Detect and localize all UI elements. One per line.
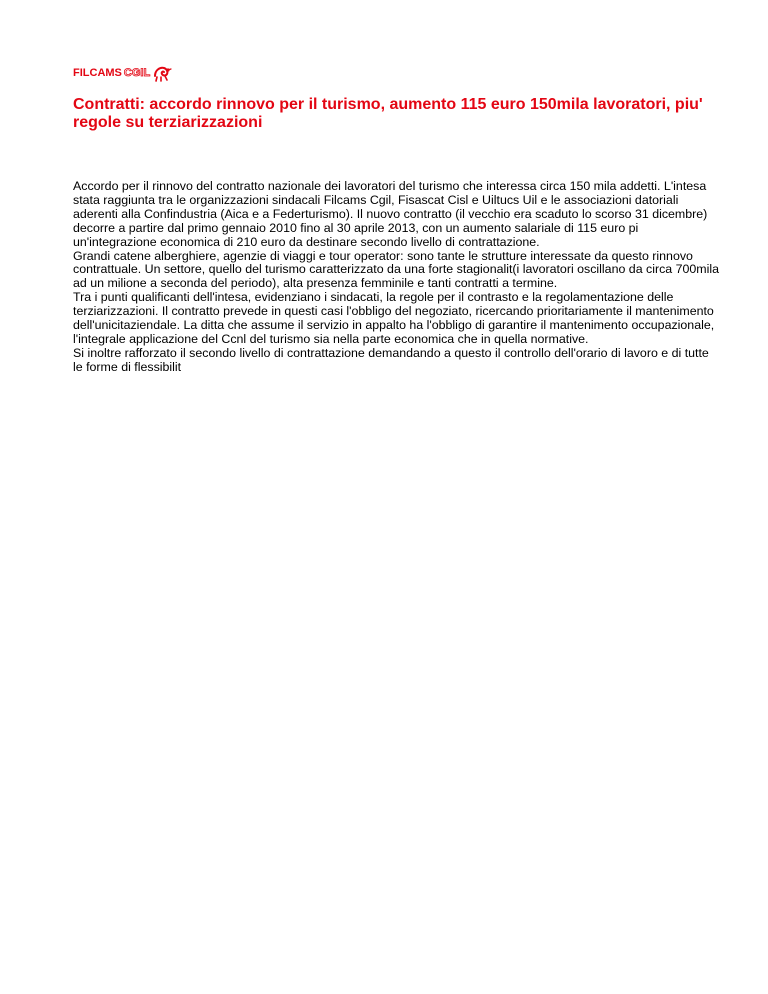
logo-cgil-text: CGIL — [123, 67, 151, 79]
article-paragraph: Accordo per il rinnovo del contratto nazionale dei lavoratori del turismo che interessa circa 150 mila addetti. L'intesa stata raggiunta tra le organizzazioni sindacali Filcams Cgil, Fisascat Cisl e Uiltucs Uil e le associazioni datoriali aderenti alla Confindustria (Aica e a Federturismo). Il nuovo contratto (il vecchio era scaduto lo scorso 31 dicembre) decorre a partire dal primo gennaio 2010 fino al 30 aprile 2013, con un aumento salariale di 115 euro pi un'integrazione economica di 210 euro da destinare secondo livello di contrattazione. — [73, 179, 708, 249]
article-paragraph: Si inoltre rafforzato il secondo livello di contrattazione demandando a questo il controllo dell'orario di lavoro e di tutte le forme di flessibilit — [73, 345, 709, 374]
article-paragraph: Tra i punti qualificanti dell'intesa, evidenziano i sindacati, la regole per il contrasto e la regolamentazione delle terziarizzazioni. Il contratto prevede in questi casi l'obbligo del negoziato, ricercando prioritariamente il mantenimento dell'unicitaziendale. La ditta che assume il servizio in appalto ha l'obbligo di garantire il mantenimento occupazionale, l'integrale applicazione del Ccnl del turismo sia nella parte economica che in quella normative. — [73, 290, 715, 346]
article-headline: Contratti: accordo rinnovo per il turismo, aumento 115 euro 150mila lavoratori, piu' regole su terziarizzazioni — [73, 96, 703, 131]
article-body — [73, 180, 721, 375]
heron-icon — [152, 64, 172, 82]
filcams-cgil-logo — [73, 64, 172, 82]
article-paragraph: Grandi catene alberghiere, agenzie di viaggi e tour operator: sono tante le strutture interessate da questo rinnovo contrattuale. Un settore, quello del turismo caratterizzato da una forte stagionalit(i lavoratori oscillano da circa 700mila ad un milione a seconda del periodo), alta presenza femminile e tanti contratti a termine. — [73, 248, 720, 291]
logo-filcams-text: FILCAMS — [73, 67, 122, 79]
